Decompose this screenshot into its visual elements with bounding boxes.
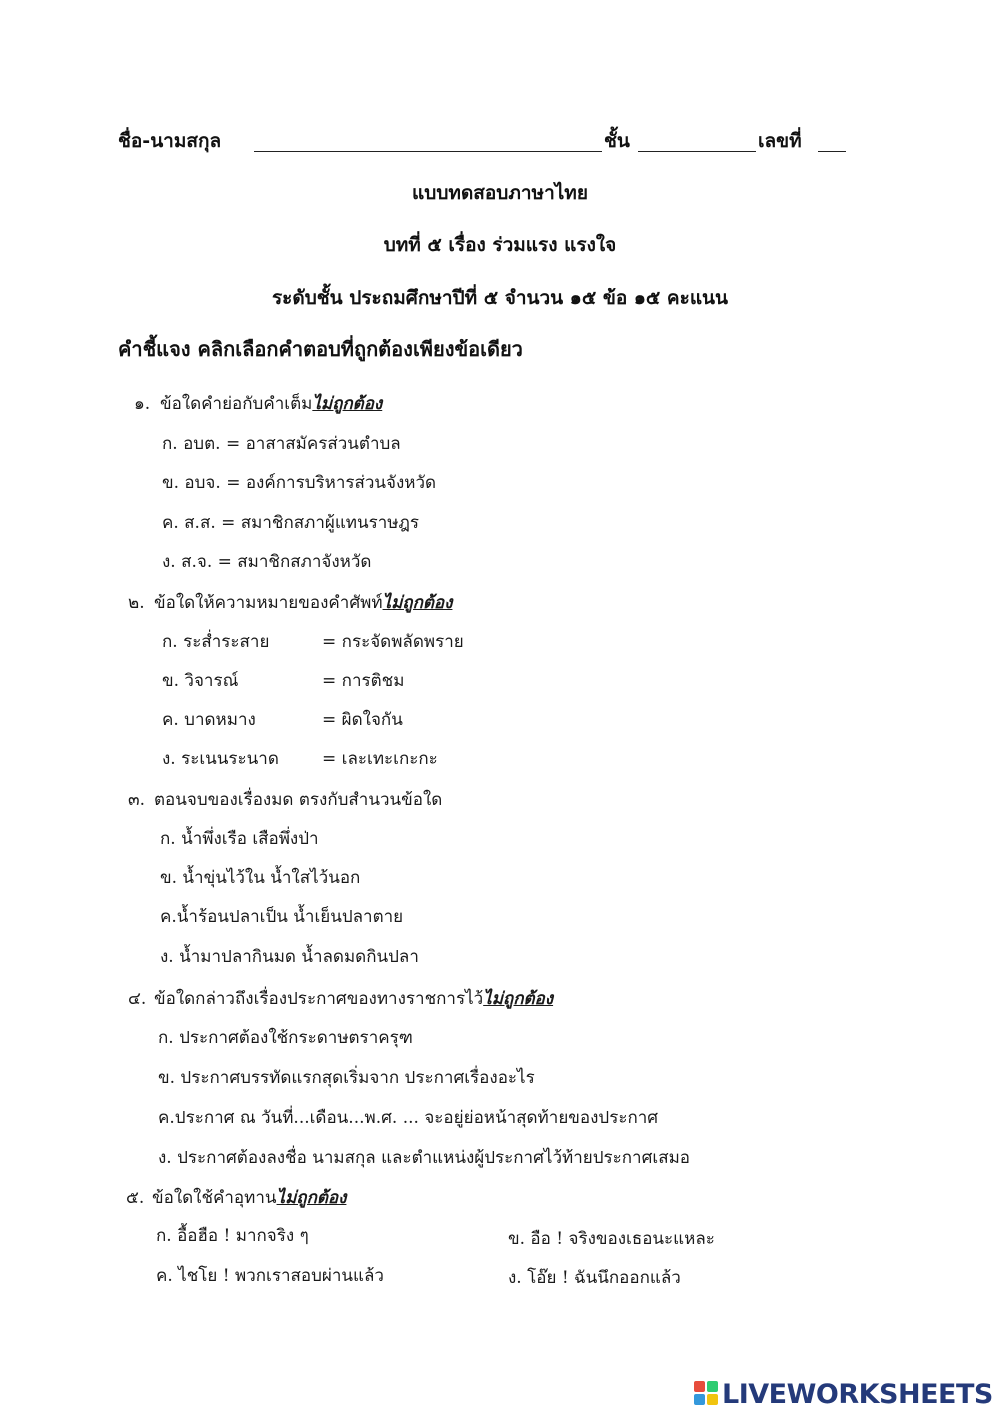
option-1d[interactable]: ง. ส.จ. = สมาชิกสภาจังหวัด (162, 552, 372, 572)
question-emphasis: ไม่ถูกต้อง (276, 1188, 347, 1208)
number-field[interactable] (818, 151, 846, 152)
option-1b[interactable]: ข. อบจ. = องค์การบริหารส่วนจังหวัด (162, 473, 437, 493)
option-5d[interactable]: ง. โอ๊ย ! ฉันนึกออกแล้ว (508, 1268, 681, 1288)
class-label: ชั้น (604, 130, 630, 152)
question-text: ข้อใดใช้คำอุทาน (152, 1188, 277, 1208)
question-emphasis: ไม่ถูกต้อง (312, 394, 383, 414)
question-1: ๑. ข้อใดคำย่อกับคำเต็มไม่ถูกต้อง (134, 394, 383, 414)
option-2d[interactable]: ง. ระเนนระนาด = เละเทะเกะกะ (162, 749, 438, 769)
question-text: ข้อใดคำย่อกับคำเต็ม (160, 394, 313, 414)
option-4d[interactable]: ง. ประกาศต้องลงชื่อ นามสกุล และตำแหน่งผู้ประกาศไว้ท้ายประกาศเสมอ (158, 1148, 690, 1168)
number-label: เลขที่ (758, 130, 802, 152)
brand-name: LIVEWORKSHEETS (722, 1378, 993, 1410)
lesson-title: บทที่ ๕ เรื่อง ร่วมแรง แรงใจ (383, 234, 617, 256)
option-2a[interactable]: ก. ระส่ำระสาย = กระจัดพลัดพราย (162, 632, 464, 652)
question-text: ข้อใดกล่าวถึงเรื่องประกาศของทางราชการไว้ (154, 989, 484, 1009)
name-label: ชื่อ-นามสกุล (118, 130, 222, 152)
worksheet-title: แบบทดสอบภาษาไทย (412, 182, 588, 204)
option-4b[interactable]: ข. ประกาศบรรทัดแรกสุดเริ่มจาก ประกาศเรื่องอะไร (158, 1068, 535, 1088)
question-2: ๒. ข้อใดให้ความหมายของคำศัพท์ไม่ถูกต้อง (128, 593, 453, 613)
option-1a[interactable]: ก. อบต. = อาสาสมัครส่วนตำบล (162, 434, 401, 454)
option-2b[interactable]: ข. วิจารณ์ = การติชม (162, 671, 405, 691)
option-5a[interactable]: ก. อื้อฮือ ! มากจริง ๆ (156, 1226, 309, 1246)
question-emphasis: ไม่ถูกต้อง (382, 593, 453, 613)
question-4: ๔. ข้อใดกล่าวถึงเรื่องประกาศของทางราชการไว้ไม่ถูกต้อง (128, 989, 554, 1009)
question-3: ๓. ตอนจบของเรื่องมด ตรงกับสำนวนข้อใด (128, 790, 443, 810)
option-3c[interactable]: ค.น้ำร้อนปลาเป็น น้ำเย็นปลาตาย (160, 907, 404, 927)
liveworksheets-logo[interactable] (694, 1378, 993, 1410)
option-2c[interactable]: ค. บาดหมาง = ผิดใจกัน (162, 710, 403, 730)
class-field[interactable] (638, 151, 756, 152)
instruction: คำชี้แจง คลิกเลือกคำตอบที่ถูกต้องเพียงข้อเดียว (118, 337, 523, 361)
option-4a[interactable]: ก. ประกาศต้องใช้กระดาษตราครุฑ (158, 1028, 413, 1048)
option-3b[interactable]: ข. น้ำขุ่นไว้ใน น้ำใสไว้นอก (160, 868, 361, 888)
name-field[interactable] (254, 151, 602, 152)
question-5: ๕. ข้อใดใช้คำอุทานไม่ถูกต้อง (126, 1188, 347, 1208)
option-1c[interactable]: ค. ส.ส. = สมาชิกสภาผู้แทนราษฎร (162, 513, 420, 533)
logo-mark-icon (694, 1381, 720, 1407)
question-text: ข้อใดให้ความหมายของคำศัพท์ (154, 593, 383, 613)
option-3a[interactable]: ก. น้ำพึ่งเรือ เสือพึ่งป่า (160, 829, 319, 849)
option-5c[interactable]: ค. ไชโย ! พวกเราสอบผ่านแล้ว (156, 1266, 384, 1286)
option-3d[interactable]: ง. น้ำมาปลากินมด น้ำลดมดกินปลา (160, 947, 419, 967)
option-5b[interactable]: ข. อือ ! จริงของเธอนะแหละ (508, 1229, 715, 1249)
question-emphasis: ไม่ถูกต้อง (483, 989, 554, 1009)
level-title: ระดับชั้น ประถมศึกษาปีที่ ๕ จำนวน ๑๕ ข้อ ๑๕ คะแนน (271, 287, 729, 309)
question-text: ตอนจบของเรื่องมด ตรงกับสำนวนข้อใด (154, 790, 443, 810)
option-4c[interactable]: ค.ประกาศ ณ วันที่...เดือน...พ.ศ. ... จะอยู่ย่อหน้าสุดท้ายของประกาศ (158, 1108, 659, 1128)
student-info-header (118, 126, 858, 158)
